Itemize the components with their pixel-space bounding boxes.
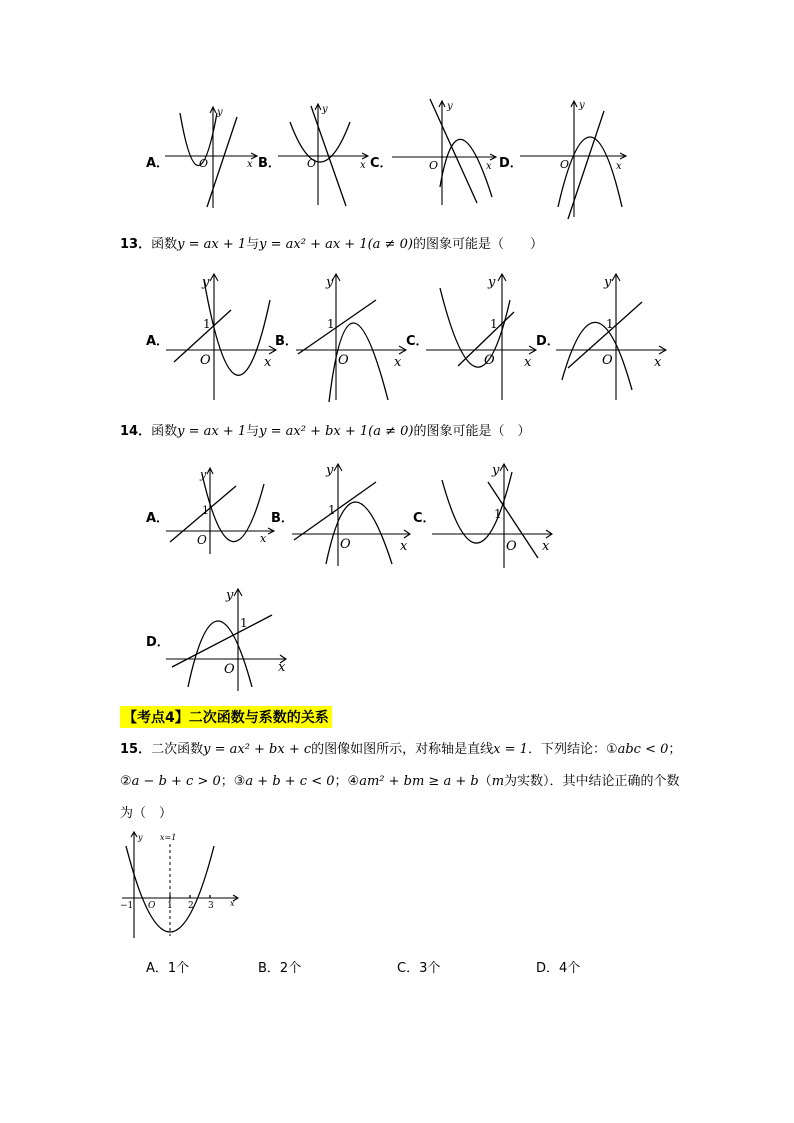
origin-label: O — [506, 539, 517, 554]
origin-label: O — [224, 662, 235, 677]
formula: a − b + c > 0 — [131, 774, 221, 789]
y-label: y — [226, 588, 234, 603]
intercept-label: 1 — [203, 317, 211, 331]
origin-label: O — [429, 159, 439, 172]
x-label: x — [486, 161, 492, 172]
formula: abc < 0 — [617, 742, 669, 757]
intercept-label: 1 — [240, 616, 248, 630]
y-label: y — [217, 107, 223, 118]
intercept-label: 1 — [202, 504, 209, 517]
q14-option-a-label[interactable]: A． — [146, 511, 170, 526]
question-number: 13． — [120, 237, 152, 252]
origin-label: O — [340, 537, 351, 552]
line — [430, 99, 477, 203]
q15-graph — [118, 828, 242, 940]
parabola — [558, 137, 622, 207]
x-label: x — [247, 159, 253, 170]
x-label: x — [360, 160, 366, 171]
formula: y = ax + 1 — [177, 424, 247, 439]
line — [298, 300, 376, 354]
q14-stem: 14．函数y = ax + 1与y = ax² + bx + 1(a ≠ 0)的图象可能是（ ） — [120, 424, 531, 439]
symmetry-label: x=1 — [160, 833, 177, 842]
question-number: 15． — [120, 742, 152, 757]
y-label: y — [138, 833, 143, 842]
y-label: y — [326, 463, 334, 478]
intercept-label: 1 — [606, 317, 614, 331]
x-label: x — [400, 539, 408, 554]
origin-label: O — [602, 353, 613, 368]
q15-answer-b[interactable]: B．2个 — [258, 961, 302, 976]
q15-stem-line1: 15．二次函数y = ax² + bx + c的图像如图所示，对称轴是直线x = 1．下列结论：①abc < 0； — [120, 742, 682, 757]
q13-option-a-label[interactable]: A． — [146, 334, 170, 349]
intercept-label: 1 — [328, 503, 336, 517]
formula: y = ax² + bx + 1(a ≠ 0) — [259, 424, 414, 439]
var-m: m — [491, 774, 505, 789]
origin-label: O — [307, 157, 317, 170]
q14-graph-d — [166, 585, 290, 693]
y-label: y — [604, 275, 612, 290]
q12-option-b-label[interactable]: B． — [258, 156, 281, 171]
line — [568, 111, 604, 219]
q14-graph-b — [292, 460, 414, 568]
parabola — [440, 139, 492, 197]
formula: am² + bm ≥ a + b — [359, 774, 479, 789]
y-label: y — [579, 100, 585, 111]
q14-option-c-label[interactable]: C． — [413, 511, 436, 526]
x-label: x — [616, 161, 622, 172]
q15-answer-d[interactable]: D．4个 — [536, 961, 581, 976]
y-label: y — [488, 275, 496, 290]
y-label: y — [200, 468, 207, 481]
intercept-label: 1 — [327, 317, 335, 331]
q13-graph-c — [426, 270, 538, 402]
section-title: 【考点4】二次函数与系数的关系 — [120, 706, 332, 728]
origin-label: O — [560, 158, 570, 171]
parabola — [440, 288, 510, 367]
line — [207, 117, 237, 207]
q15-answer-a[interactable]: A．1个 — [146, 961, 190, 976]
origin-label: O — [484, 353, 495, 368]
tick-label: 3 — [208, 901, 214, 911]
q12-option-a-label[interactable]: A． — [146, 156, 170, 171]
q13-graph-a — [166, 270, 278, 402]
parabola — [326, 502, 392, 564]
q12-graph-a — [165, 103, 260, 211]
q13-graph-d — [556, 270, 668, 402]
q13-option-b-label[interactable]: B． — [275, 334, 298, 349]
q13-option-c-label[interactable]: C． — [406, 334, 429, 349]
q15-stem-line2: ②a − b + c > 0；③a + b + c < 0；④am² + bm ≥ a + b（m为实数）．其中结论正确的个数 — [120, 774, 680, 789]
x-label: x — [542, 539, 550, 554]
intercept-label: 1 — [494, 507, 502, 521]
y-label: y — [322, 104, 328, 115]
formula: x = 1 — [493, 742, 528, 757]
q12-graph-d — [520, 97, 630, 222]
parabola — [562, 322, 632, 390]
x-label: x — [260, 532, 267, 545]
origin-label: O — [200, 353, 211, 368]
x-label: x — [264, 355, 272, 370]
y-label: y — [447, 101, 453, 112]
q15-answer-c[interactable]: C．3个 — [397, 961, 441, 976]
q12-option-d-label[interactable]: D． — [499, 156, 523, 171]
formula: a + b + c < 0 — [245, 774, 335, 789]
q14-graph-c — [432, 460, 556, 570]
q14-graph-a — [166, 464, 278, 556]
q13-stem: 13．函数y = ax + 1与y = ax² + ax + 1(a ≠ 0)的图象可能是（ ） — [120, 237, 543, 252]
x-label: x — [524, 355, 532, 370]
formula: y = ax² + ax + 1(a ≠ 0) — [259, 237, 413, 252]
formula: y = ax + 1 — [177, 237, 247, 252]
origin-label: O — [338, 353, 349, 368]
q13-graph-b — [296, 270, 408, 402]
q12-graph-b — [278, 100, 373, 210]
x-label: x — [394, 355, 402, 370]
origin-label: O — [148, 901, 156, 911]
q12-option-c-label[interactable]: C． — [370, 156, 393, 171]
q14-option-d-label[interactable]: D． — [146, 635, 170, 650]
x-label: x — [230, 899, 235, 908]
y-label: y — [326, 275, 334, 290]
q14-option-b-label[interactable]: B． — [271, 511, 294, 526]
origin-label: O — [199, 157, 209, 170]
intercept-label: 1 — [490, 317, 498, 331]
origin-label: O — [197, 533, 207, 547]
q13-option-d-label[interactable]: D． — [536, 334, 560, 349]
tick-label: −1 — [120, 901, 134, 911]
x-label: x — [654, 355, 662, 370]
y-label: y — [202, 275, 210, 290]
tick-label: 1 — [167, 901, 173, 911]
q15-stem-line3: 为（ ） — [120, 806, 173, 821]
y-label: y — [492, 463, 500, 478]
q12-graph-c — [392, 97, 502, 207]
question-number: 14． — [120, 424, 152, 439]
x-label: x — [278, 660, 286, 675]
tick-label: 2 — [188, 901, 194, 911]
formula: y = ax² + bx + c — [203, 742, 312, 757]
